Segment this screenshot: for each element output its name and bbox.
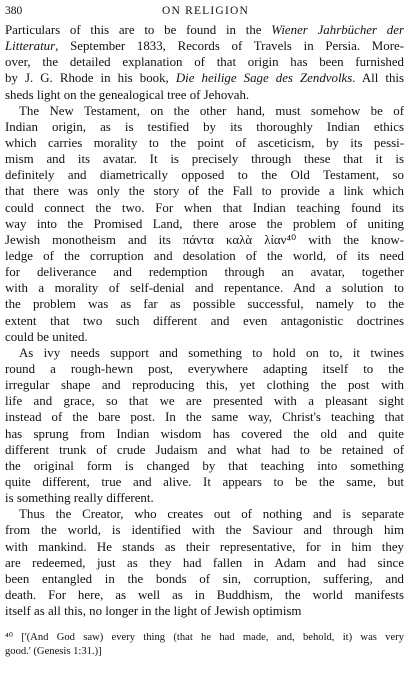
text-line: definitely and diametrically opposed to the Old Testament, so: [5, 168, 404, 183]
paragraph: [5, 103, 404, 345]
footnote: [5, 631, 404, 659]
text-line: death. For here, as well as in Buddhism, the world manifests: [5, 587, 404, 602]
text-line: with a morality of self-denial and repentance. And a solution to: [5, 281, 404, 296]
text-line: quite different, true and alive. It appears to be the same, but: [5, 474, 404, 489]
text-line: been entangled in the bonds of sin, corruption, suffering, and: [5, 571, 404, 586]
text-line: mism and its avatar. It is precisely through these that it is: [5, 152, 404, 167]
text-line: for deliverance and redemption through an avatar, together: [5, 265, 404, 280]
text-line: itself as all this, no longer in the light of Jewish optimism: [5, 604, 302, 619]
footnote-line: ⁴⁰ ['(And God saw) every thing (that he had made, and, behold, it) was very: [5, 632, 404, 643]
text-line: are redeemed, just as they had fallen in Adam and had since: [5, 555, 404, 570]
text-line: is something really different.: [5, 491, 154, 506]
text-line: has sprung from Indian wisdom has covered the old and quite: [5, 426, 404, 441]
footnote-line: good.' (Genesis 1:31.)]: [5, 646, 102, 657]
text-line: round a rough-hewn post, everywhere adapting itself to the: [5, 361, 404, 376]
text-line: different trunk of crude Judaism and what had to be retained of: [5, 442, 404, 457]
text-line: Particulars of this are to be found in the Wiener Jahrbücher der: [5, 23, 404, 37]
page-header: [5, 5, 406, 21]
paragraph: [5, 22, 404, 103]
text-line: could connect the two. For when that Indian teaching found its: [5, 200, 404, 215]
text-line: Indian origin, as is testified by its thoroughly Indian ethics: [5, 119, 404, 134]
text-line: that there was only the story of the Fall to provide a link which: [5, 184, 404, 199]
text-line: from the world, is identified with the Saviour and through him: [5, 523, 404, 538]
text-line: Thus the Creator, who creates out of nothing and is separate: [19, 507, 404, 522]
text-line: The New Testament, on the other hand, must somehow be of: [19, 103, 404, 118]
paragraph: [5, 345, 404, 506]
paragraph: [5, 506, 404, 619]
text-line: way into the Promised Land, there arose the problem of uniting: [5, 216, 404, 231]
text-line: could be united.: [5, 329, 88, 344]
text-line: instead of the bare post. In the same way, Christ's teaching that: [5, 410, 404, 425]
text-line: the problem was as far as possible successful, namely to the: [5, 297, 404, 312]
text-line: Litteratur, September 1833, Records of Travels in Persia. More-: [5, 39, 404, 54]
text-line: which carries morality to the point of asceticism, by its pessi-: [5, 135, 404, 150]
text-line: Jewish monotheism and its πάντα καλὰ λίαν⁴⁰ with the know-: [5, 232, 404, 247]
text-line: by J. G. Rhode in his book, Die heilige Sage des Zendvolks. All this: [5, 71, 404, 86]
text-line: life and grace, so that we are presented with a pleasant sight: [5, 394, 404, 409]
text-line: extent that two such different and even antagonistic doctrines: [5, 313, 404, 328]
text-line: the original form is changed by that teaching into something: [5, 458, 404, 473]
text-line: As ivy needs support and something to hold on to, it twines: [19, 345, 404, 360]
text-line: ledge of the corruption and desolation of the world, of its need: [5, 248, 404, 263]
page-number: 380: [5, 5, 23, 17]
text-line: over, the detailed explanation of that origin has been furnished: [5, 55, 404, 70]
body-text: [5, 22, 404, 619]
text-line: irregular shape and reproducing this, yet clothing the post with: [5, 378, 404, 393]
text-line: with mankind. He stands as their representative, for in him they: [5, 539, 404, 554]
text-line: sheds light on the genealogical tree of Jehovah.: [5, 87, 250, 102]
running-head: ON RELIGION: [162, 5, 249, 17]
